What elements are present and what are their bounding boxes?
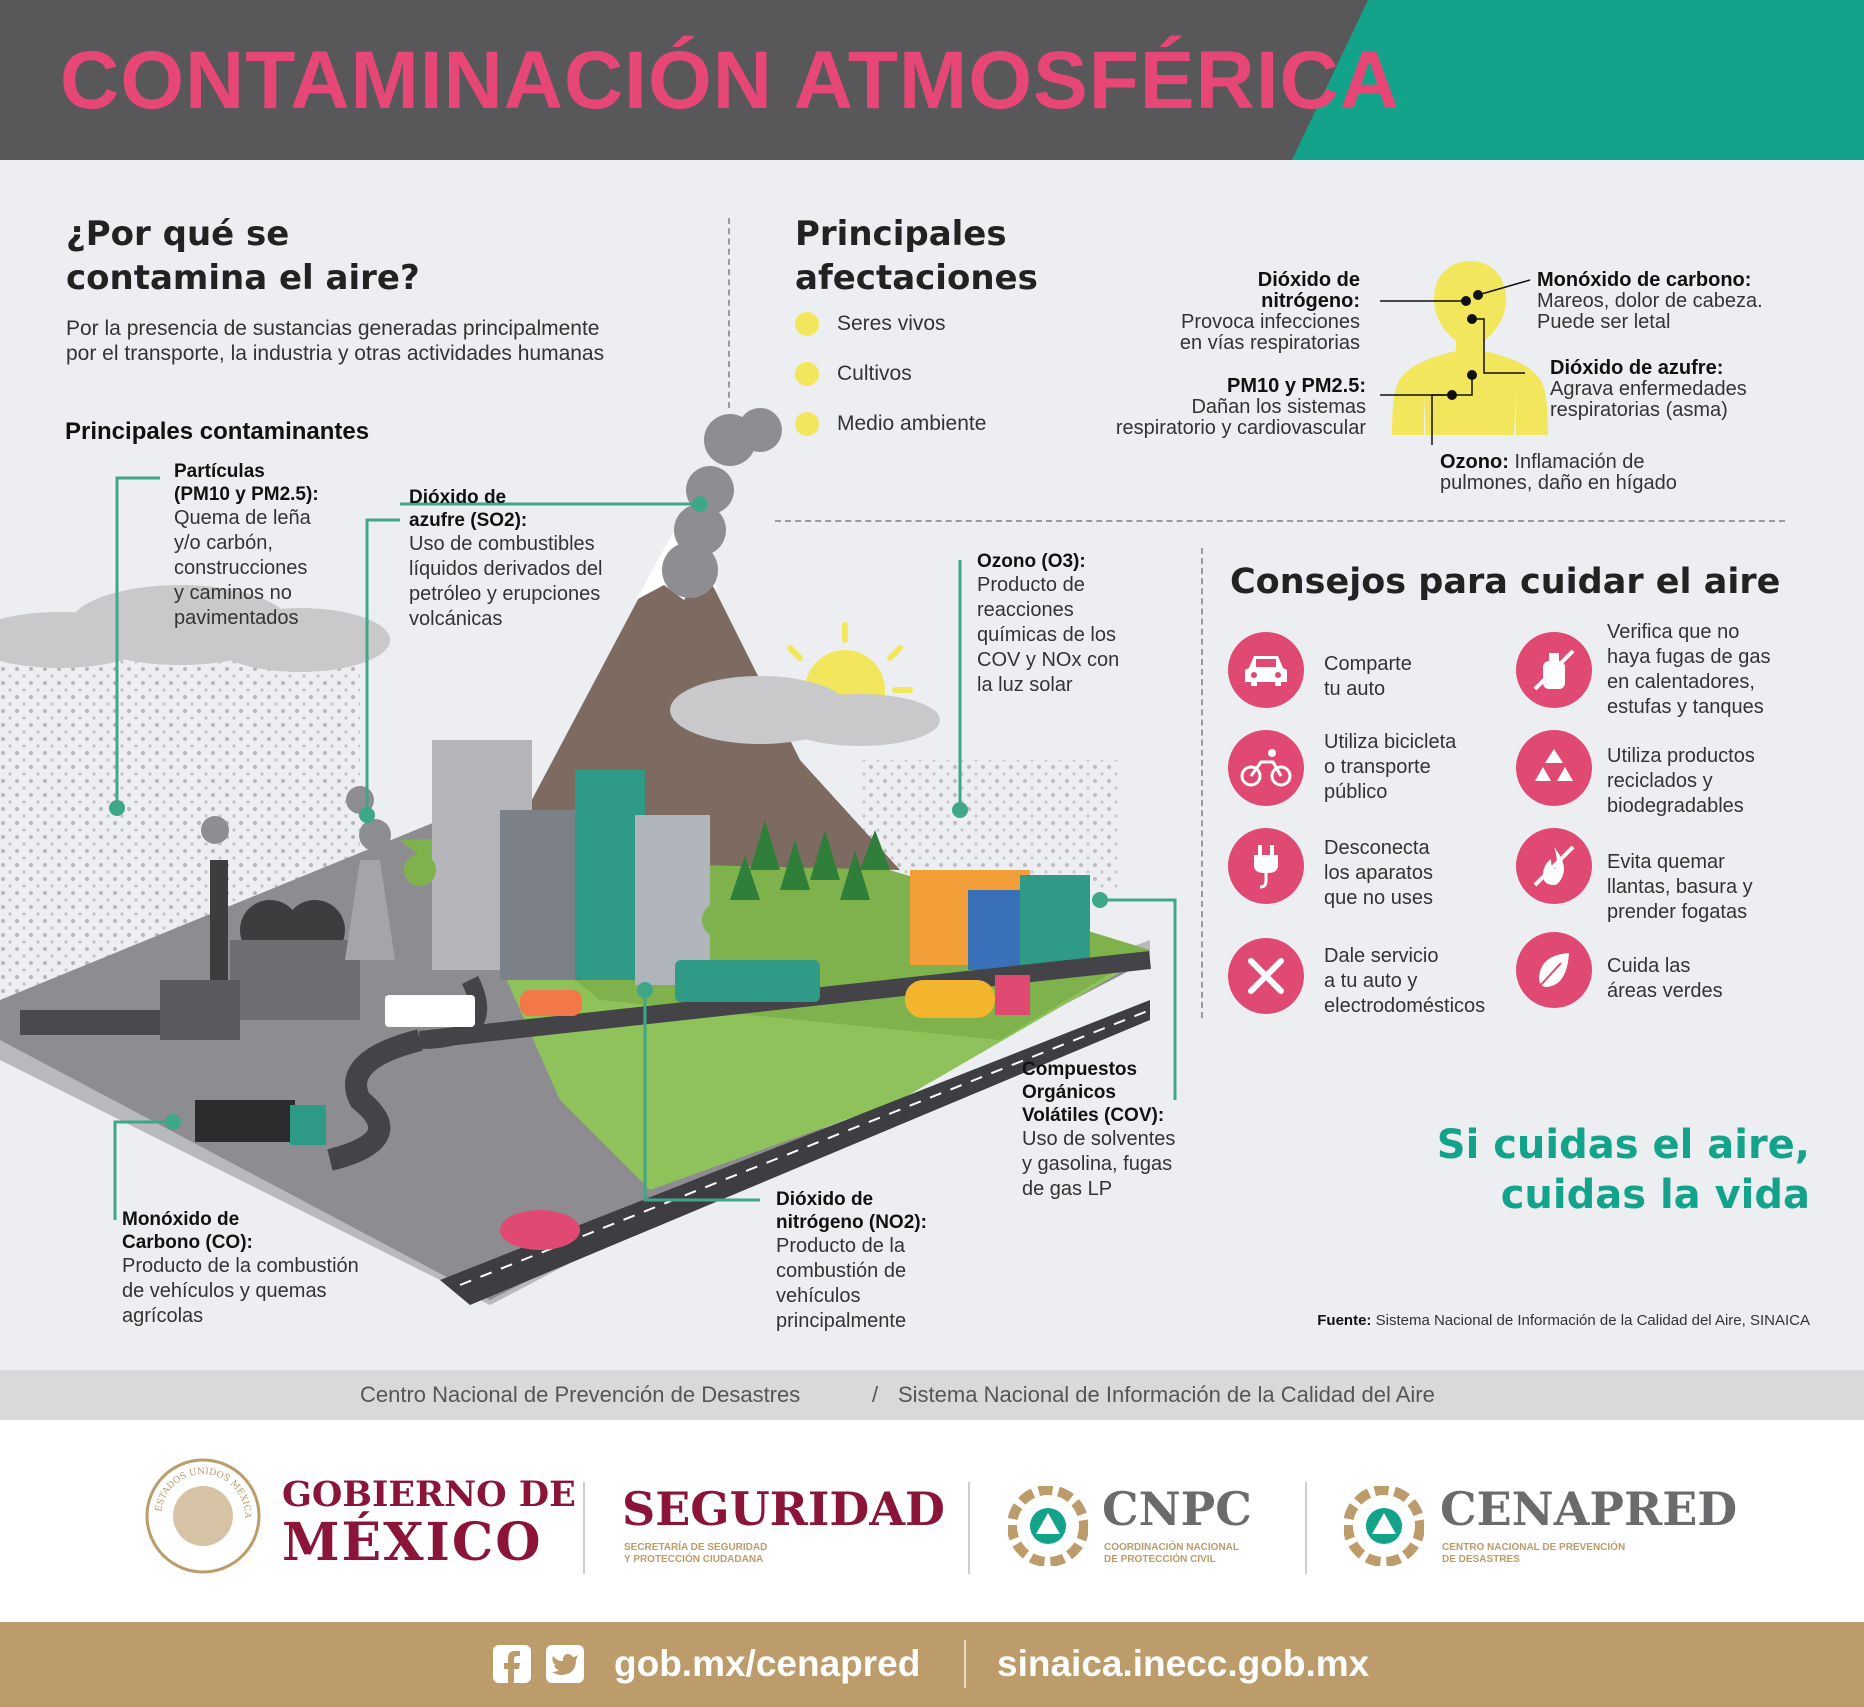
recycle-icon [1516,730,1592,806]
pollutant-o3: Ozono (O3): Producto de reacciones químicas de los COV y NOx con la luz solar [977,551,1120,696]
tip-bicycle: Utiliza bicicleta o transporte público [1324,731,1457,803]
institution-sinaica: Sistema Nacional de Información de la Calidad del Aire [898,1382,1435,1407]
organ-label-pm: PM10 y PM2.5: Dañan los sistemas respiratorio y cardiovascular [1115,375,1366,439]
tip-no-burning: Evita quemar llantas, basura y prender fogatas [1607,851,1753,923]
effect-item: Seres vivos [795,312,1038,336]
pollutant-no2: Dióxido de nitrógeno (NO2): Producto de la combustión de vehículos principalmente [776,1189,927,1332]
gobierno-logo-line2: MÉXICO [282,1512,543,1573]
pollutant-cov: Compuestos Orgánicos Volátiles (COV): Uso de solventes y gasolina, fugas de gas LP [1022,1059,1176,1200]
effects-heading: Principales afectaciones [795,214,1038,298]
page-title: CONTAMINACIÓN ATMOSFÉRICA [60,35,1400,126]
gas-tank-crossed-icon [1516,632,1592,708]
tips-heading: Consejos para cuidar el aire [1230,562,1781,602]
fire-crossed-icon [1516,828,1592,904]
svg-text:ESTADOS UNIDOS MEXICANOS: ESTADOS UNIDOS MEXICA [154,1466,253,1519]
links-strip [0,1622,1864,1707]
human-body-figure [1380,255,1560,445]
link-sinaica[interactable]: sinaica.inecc.gob.mx [997,1643,1370,1684]
cenapred-emblem-icon [1344,1486,1424,1566]
link-gob-mx-cenapred[interactable]: gob.mx/cenapred [614,1643,921,1684]
cenapred-logo: CENAPRED [1440,1482,1738,1536]
twitter-icon[interactable] [546,1645,584,1683]
organ-label-no2: Dióxido de nitrógeno: Provoca infecciones en vías respiratorias [1179,269,1360,354]
effect-item: Cultivos [795,362,1038,386]
plug-icon [1228,828,1304,904]
car-icon [1228,632,1304,708]
tip-service: Dale servicio a tu auto y electrodomésticos [1324,945,1486,1017]
institutions-strip [0,1370,1864,1420]
tip-share-car: Comparte tu auto [1324,653,1412,700]
cnpc-subtitle: COORDINACIÓN NACIONAL DE PROTECCIÓN CIVIL [1104,1542,1239,1565]
tip-unplug: Desconecta los aparatos que no uses [1324,837,1433,909]
seguridad-logo: SEGURIDAD [622,1482,945,1536]
divider [1305,1482,1307,1574]
why-text: Por la presencia de sustancias generadas principalmente por el transporte, la industria y otras actividades humanas [66,317,605,365]
pollutant-particles: Partículas (PM10 y PM2.5): Quema de leña y/o carbón, construcciones y caminos no pavimentados [174,461,319,629]
tip-recycled: Utiliza productos reciclados y biodegradables [1607,745,1755,817]
tip-green-areas: Cuida las áreas verdes [1607,955,1723,1002]
organ-label-co: Monóxido de carbono: Mareos, dolor de cabeza. Puede ser letal [1537,269,1763,333]
gobierno-logo-line1: GOBIERNO DE [282,1474,576,1515]
divider [583,1482,585,1574]
cnpc-logo: CNPC [1102,1482,1252,1536]
divider [728,218,730,408]
tools-icon [1228,938,1304,1014]
separator: / [872,1382,879,1407]
organ-label-o3: Ozono: Inflamación de pulmones, daño en hígado [1440,451,1677,494]
logos-strip [0,1420,1864,1622]
effect-item: Medio ambiente [795,412,1038,436]
cenapred-subtitle: CENTRO NACIONAL DE PREVENCIÓN DE DESASTRES [1442,1542,1626,1565]
institution-cenapred: Centro Nacional de Prevención de Desastres [360,1382,801,1407]
source-note: Fuente: Sistema Nacional de Información de la Calidad del Aire, SINAICA [1317,1312,1810,1329]
cnpc-emblem-icon [1008,1486,1088,1566]
facebook-icon[interactable] [493,1645,531,1683]
tips-grid [1228,621,1788,1032]
leaf-icon [1516,932,1592,1008]
pollutant-so2: Dióxido de azufre (SO2): Uso de combustibles líquidos derivados del petróleo y erupciones volcánicas [409,487,603,630]
bicycle-icon [1228,730,1304,806]
seguridad-subtitle: SECRETARÍA DE SEGURIDAD Y PROTECCIÓN CIUDADANA [624,1542,768,1565]
mexico-seal-logo [143,1456,263,1576]
divider [968,1482,970,1574]
organ-label-so2: Dióxido de azufre: Agrava enfermedades respiratorias (asma) [1550,357,1747,421]
why-section [66,212,604,366]
pollutants-heading: Principales contaminantes [65,418,370,445]
pollutant-co: Monóxido de Carbono (CO): Producto de la combustión de vehículos y quemas agrícolas [122,1209,359,1327]
slogan: Si cuidas el aire, cuidas la vida [1436,1122,1810,1218]
tip-gas-leaks: Verifica que no haya fugas de gas en calentadores, estufas y tanques [1607,621,1771,718]
divider [964,1640,966,1688]
why-heading: ¿Por qué se contamina el aire? [66,214,420,298]
divider [1201,548,1203,1018]
